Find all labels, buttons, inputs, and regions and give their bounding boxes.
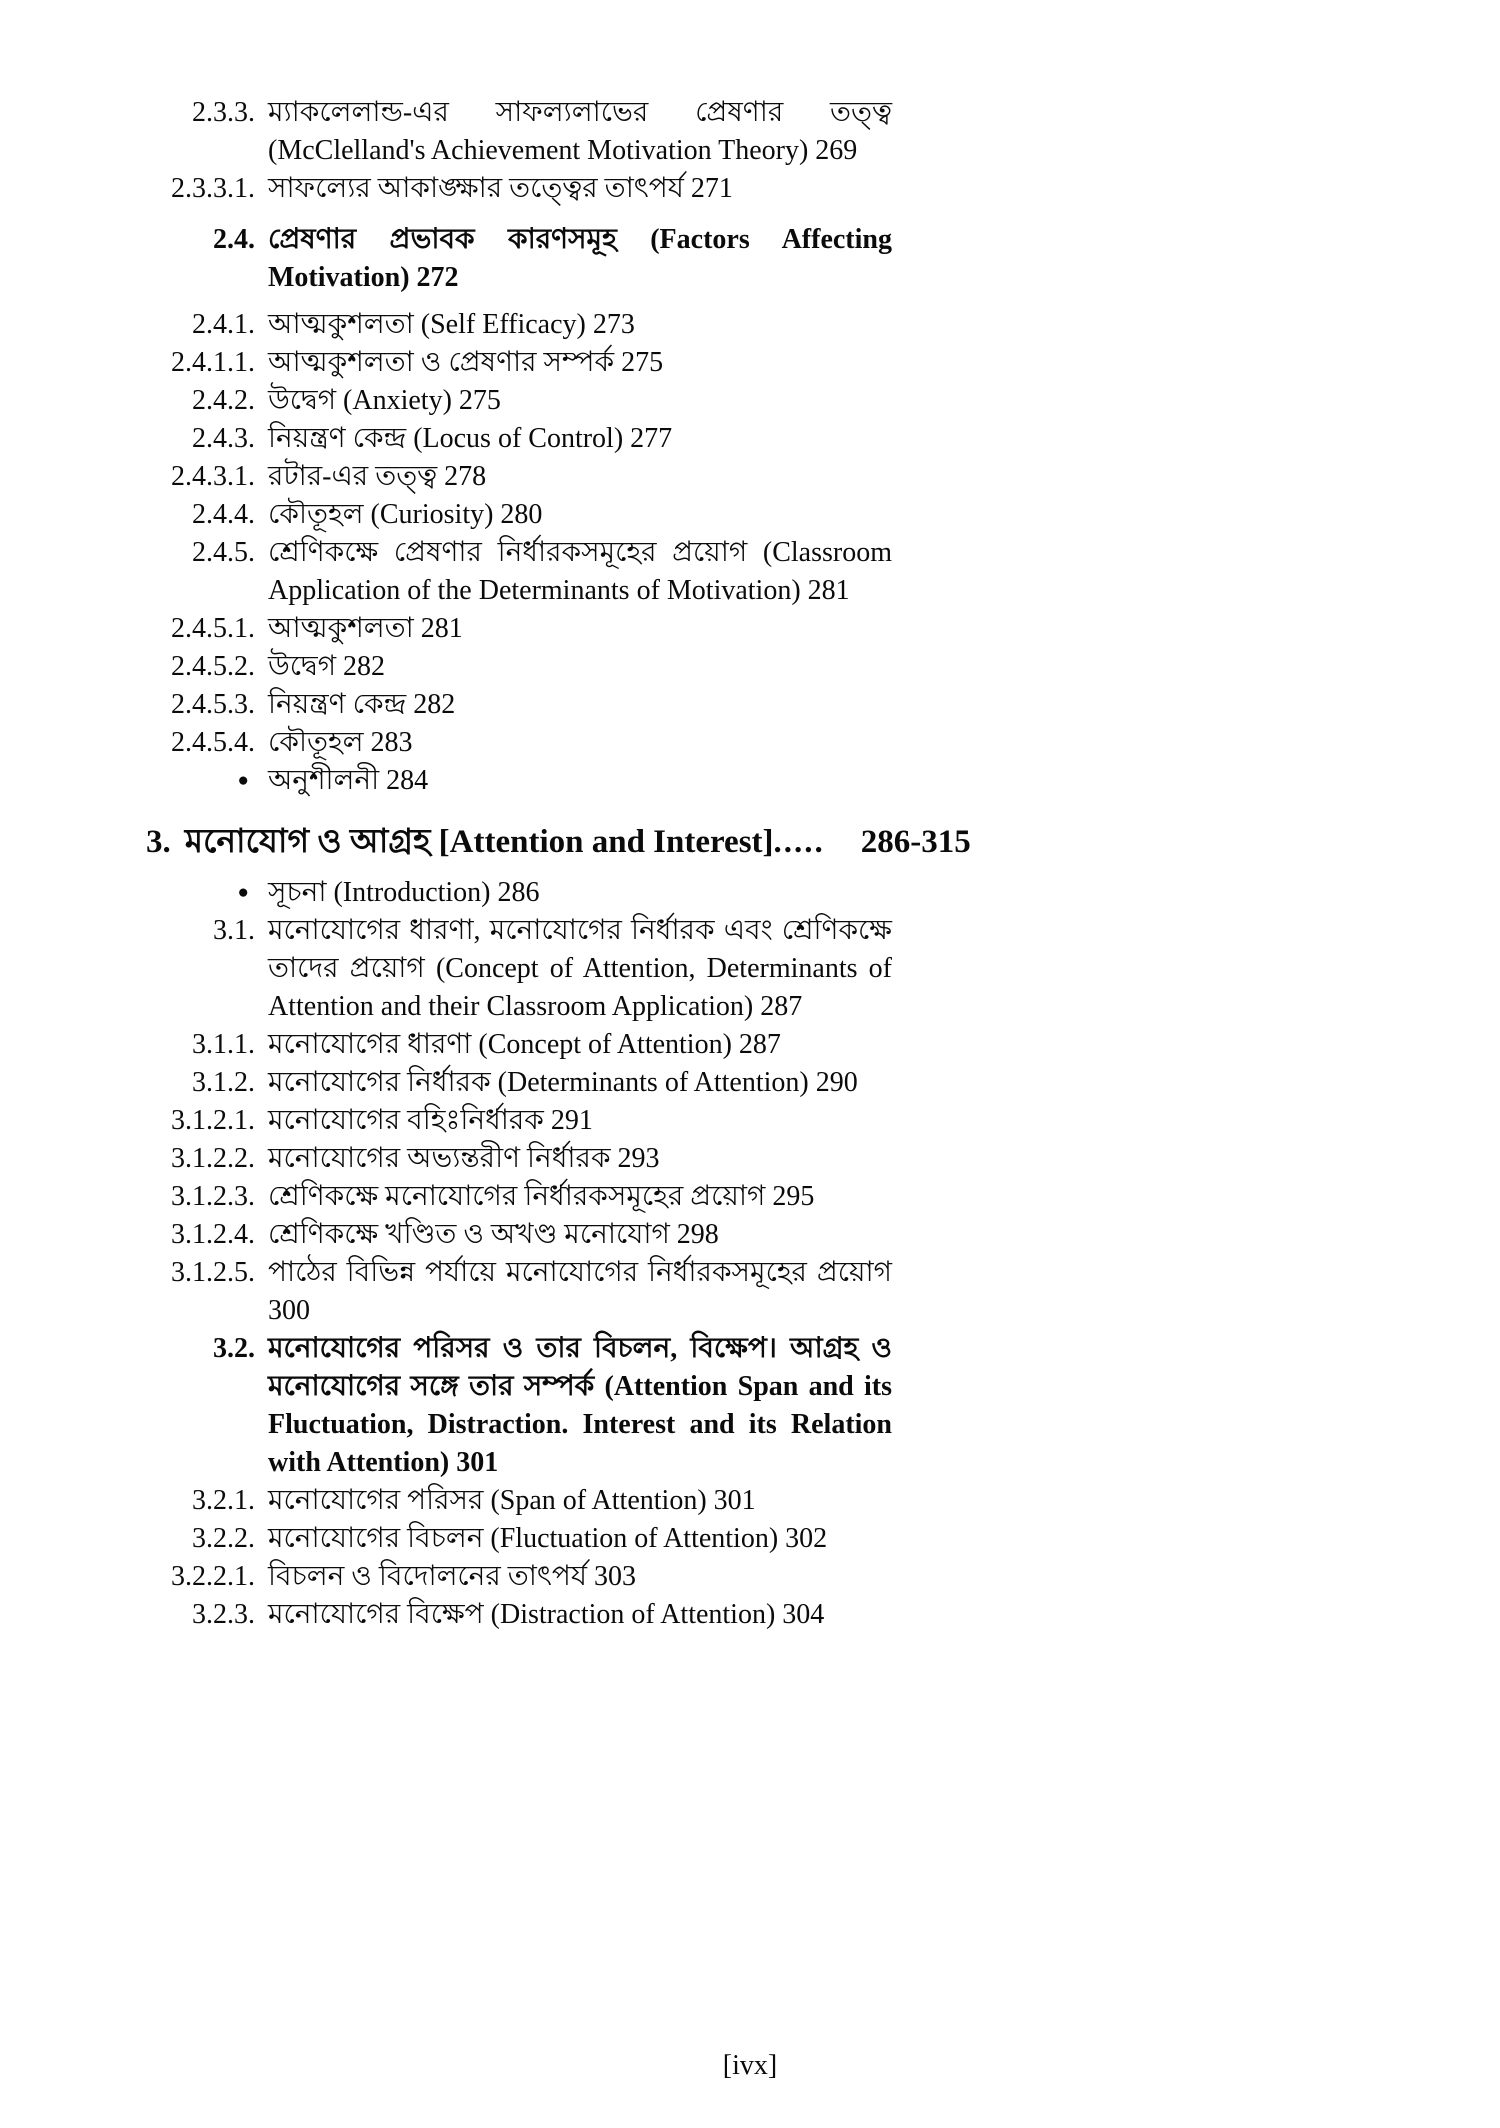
toc-entry: [160, 170, 962, 208]
entry-number: 2.4.5.1.: [171, 613, 255, 644]
entry-text: অনুশীলনী 284: [268, 765, 429, 796]
chapter-dots-leader: .....: [773, 824, 825, 860]
toc-entry: [160, 610, 962, 648]
entry-number: 3.1.2.3.: [171, 1181, 255, 1212]
entry-number: 2.4.5.: [192, 537, 255, 568]
entry-number: 2.4.3.: [192, 423, 255, 454]
bullet-icon: [160, 874, 268, 912]
toc-entry: [160, 344, 962, 382]
entry-text: মনোযোগের নির্ধারক (Determinants of Attention) 290: [268, 1067, 858, 1098]
toc-entry: [160, 94, 962, 170]
entry-number: 3.1.: [213, 915, 255, 946]
entry-text: রটার-এর তত্ত্ব 278: [268, 461, 487, 492]
toc-entry: [160, 1064, 962, 1102]
toc-entry: [160, 1178, 962, 1216]
toc-bullet-item: [160, 874, 962, 912]
toc-entry: [160, 1558, 962, 1596]
entry-text: আত্মকুশলতা ও প্রেষণার সম্পর্ক 275: [268, 347, 664, 378]
entry-text: প্রেষণার প্রভাবক কারণসমূহ (Factors Affecting Motivation) 272: [268, 224, 892, 293]
entry-number: 2.4.: [213, 224, 255, 255]
entry-number: 2.4.5.4.: [171, 727, 255, 758]
toc-page: [146, 94, 971, 1634]
entry-text: কৌতূহল 283: [268, 727, 413, 758]
toc-entry: [160, 496, 962, 534]
entry-text: নিয়ন্ত্রণ কেন্দ্র (Locus of Control) 277: [268, 423, 673, 454]
entry-number: 2.4.5.2.: [171, 651, 255, 682]
page-number-label: [ivx]: [722, 2050, 778, 2081]
toc-entry: [160, 1102, 962, 1140]
toc-entry: [160, 686, 962, 724]
toc-entry: [160, 1330, 962, 1482]
toc-entry: [160, 1140, 962, 1178]
entry-text: মনোযোগের পরিসর ও তার বিচলন, বিক্ষেপ। আগ্রহ ও মনোযোগের সঙ্গে তার সম্পর্ক (Attention Span and its Fluctuation, Distraction. Interest and its Relation with Attention) 301: [268, 1333, 892, 1478]
entry-text: মনোযোগের বিচলন (Fluctuation of Attention) 302: [268, 1523, 828, 1554]
entry-number: 2.3.3.: [192, 97, 255, 128]
entry-text: শ্রেণিকক্ষে মনোযোগের নির্ধারকসমূহের প্রয়োগ 295: [268, 1181, 815, 1212]
entry-number: 3.1.1.: [192, 1029, 255, 1060]
entry-text: আত্মকুশলতা (Self Efficacy) 273: [268, 309, 635, 340]
entry-text: মনোযোগের বহিঃনির্ধারক 291: [268, 1105, 593, 1136]
entry-text: বিচলন ও বিদোলনের তাৎপর্য 303: [268, 1561, 637, 1592]
entry-text: মনোযোগের বিক্ষেপ (Distraction of Attention) 304: [268, 1599, 825, 1630]
entry-number: 3.1.2.2.: [171, 1143, 255, 1174]
entry-text: মনোযোগের পরিসর (Span of Attention) 301: [268, 1485, 756, 1516]
chapter-page-range: 286-315: [860, 824, 971, 860]
entry-number: 2.4.5.3.: [171, 689, 255, 720]
entry-text: মনোযোগের অভ্যন্তরীণ নির্ধারক 293: [268, 1143, 660, 1174]
entry-text: ম্যাকলেলান্ড-এর সাফল্যলাভের প্রেষণার তত্ত্ব (McClelland's Achievement Motivation Theory) 269: [268, 97, 892, 166]
toc-bullet-item: [160, 762, 962, 800]
entry-text: উদ্বেগ 282: [268, 651, 386, 682]
chapter-number: 3.: [146, 824, 171, 860]
entry-number: 3.1.2.4.: [171, 1219, 255, 1250]
entry-text: মনোযোগের ধারণা, মনোযোগের নির্ধারক এবং শ্রেণিকক্ষে তাদের প্রয়োগ (Concept of Attention, Determinants of Attention and their Classroom Application) 287: [268, 915, 892, 1022]
entry-number: 2.4.1.: [192, 309, 255, 340]
entry-number: 3.2.3.: [192, 1599, 255, 1630]
toc-entry: [160, 221, 962, 297]
toc-entry: [160, 420, 962, 458]
toc-list: [146, 94, 971, 1634]
entry-text: পাঠের বিভিন্ন পর্যায়ে মনোযোগের নির্ধারকসমূহের প্রয়োগ 300: [268, 1257, 892, 1326]
toc-entry: [160, 1026, 962, 1064]
entry-number: 2.4.3.1.: [171, 461, 255, 492]
entry-number: 3.1.2.: [192, 1067, 255, 1098]
entry-text: সূচনা (Introduction) 286: [268, 877, 540, 908]
chapter-title: মনোযোগ ও আগ্রহ [Attention and Interest]: [184, 824, 774, 860]
bullet-glyph: ●: [237, 770, 249, 791]
bullet-glyph: ●: [237, 882, 249, 903]
entry-text: উদ্বেগ (Anxiety) 275: [268, 385, 501, 416]
toc-entry: [160, 382, 962, 420]
entry-number: 3.1.2.1.: [171, 1105, 255, 1136]
entry-number: 2.4.1.1.: [171, 347, 255, 378]
entry-text: সাফল্যের আকাঙ্ক্ষার তত্ত্বের তাৎপর্য 271: [268, 173, 733, 204]
bullet-icon: [160, 762, 268, 800]
entry-number: 2.4.4.: [192, 499, 255, 530]
toc-entry: [160, 1216, 962, 1254]
toc-entry: [160, 306, 962, 344]
toc-entry: [160, 724, 962, 762]
toc-entry: [160, 648, 962, 686]
entry-text: শ্রেণিকক্ষে প্রেষণার নির্ধারকসমূহের প্রয়োগ (Classroom Application of the Determinants of Motivation) 281: [268, 537, 892, 606]
toc-entry: [160, 1482, 962, 1520]
entry-text: আত্মকুশলতা 281: [268, 613, 463, 644]
entry-number: 3.1.2.5.: [171, 1257, 255, 1288]
entry-number: 3.2.: [213, 1333, 255, 1364]
entry-number: 3.2.2.1.: [171, 1561, 255, 1592]
entry-number: 3.2.1.: [192, 1485, 255, 1516]
toc-entry: [160, 534, 962, 610]
entry-text: মনোযোগের ধারণা (Concept of Attention) 287: [268, 1029, 781, 1060]
entry-text: নিয়ন্ত্রণ কেন্দ্র 282: [268, 689, 456, 720]
entry-number: 2.4.2.: [192, 385, 255, 416]
toc-entry: [160, 1520, 962, 1558]
entry-text: কৌতূহল (Curiosity) 280: [268, 499, 543, 530]
chapter-heading: [146, 820, 971, 864]
entry-text: শ্রেণিকক্ষে খণ্ডিত ও অখণ্ড মনোযোগ 298: [268, 1219, 719, 1250]
toc-entry: [160, 912, 962, 1026]
toc-entry: [160, 458, 962, 496]
entry-number: 3.2.2.: [192, 1523, 255, 1554]
toc-entry: [160, 1254, 962, 1330]
toc-entry: [160, 1596, 962, 1634]
page-footer: [0, 2050, 1500, 2082]
entry-number: 2.3.3.1.: [171, 173, 255, 204]
